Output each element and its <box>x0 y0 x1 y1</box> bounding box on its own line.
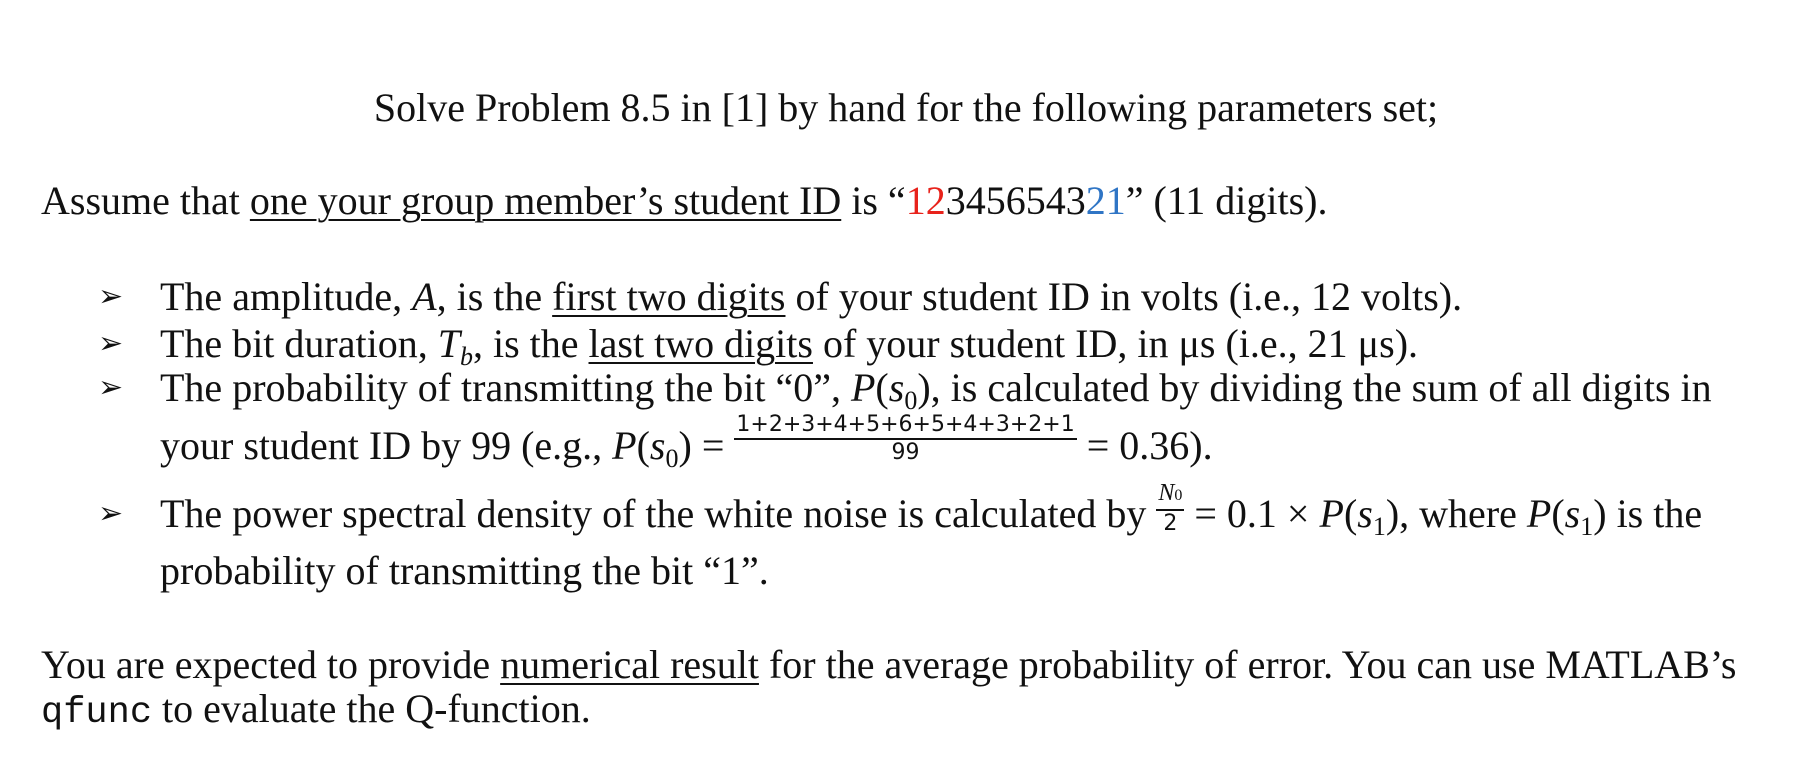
bullet-text: of your student ID in volts (i.e., 12 volts). <box>785 274 1463 319</box>
bullet-amplitude <box>160 275 1462 319</box>
closing-line-2 <box>41 687 591 735</box>
closing-text: to evaluate the Q-function. <box>152 686 591 731</box>
assume-prefix: Assume that <box>41 178 250 223</box>
bullet-text: your student ID by 99 (e.g., <box>160 423 613 468</box>
fraction-denominator: 99 <box>891 439 920 465</box>
noise-fraction <box>1156 480 1184 537</box>
paren: ) <box>678 423 692 468</box>
title-text: Solve Problem 8.5 in [1] by hand for the following parameters set; <box>373 85 1439 130</box>
closing-text: for the average probability of error. You can use MATLAB’s <box>758 642 1737 687</box>
bullet-text: probability of transmitting the bit “1”. <box>160 548 769 593</box>
digit-sum-fraction <box>734 412 1076 466</box>
var-P: P <box>1526 491 1552 536</box>
arrowhead-bullet-icon: ➢ <box>98 370 124 405</box>
bullet-text: of your student ID, in μs (i.e., 21 μs). <box>812 321 1419 366</box>
bullet-text: , is the <box>472 321 589 366</box>
bullet-text: is the <box>1606 491 1703 536</box>
paren: ) <box>917 365 931 410</box>
var-P: P <box>850 365 876 410</box>
var-P: P <box>612 423 637 468</box>
assumption-line <box>41 179 1328 223</box>
bullet-text: The bit duration, <box>160 321 438 366</box>
student-id-first-digits: 12 <box>905 178 946 223</box>
bullet-probability-zero-line2 <box>160 411 1213 481</box>
var-N: N <box>1158 480 1175 507</box>
student-id-last-digits: 21 <box>1085 178 1126 223</box>
var-P: P <box>1319 491 1344 536</box>
arrowhead-bullet-icon: ➢ <box>98 279 124 314</box>
bullet-noise-psd-line2 <box>160 549 769 593</box>
bullet-text: The amplitude, <box>160 274 413 319</box>
student-id-middle-digits: 3456543 <box>945 178 1086 223</box>
paren: ( <box>875 365 889 410</box>
code-qfunc: qfunc <box>41 692 153 734</box>
var-N-sub: 0 <box>1174 487 1183 505</box>
paren: ( <box>636 423 650 468</box>
fraction-numerator <box>1156 480 1184 511</box>
bullet-text: = 0.36). <box>1076 423 1213 468</box>
var-s-sub: 1 <box>1372 512 1386 541</box>
problem-title <box>0 86 1812 130</box>
bullet-text: = 0.1 × <box>1184 491 1320 536</box>
var-s: s <box>888 365 905 410</box>
underlined-numerical-result: numerical result <box>500 642 759 687</box>
closing-line-1 <box>41 643 1737 687</box>
var-s-sub: 0 <box>665 444 679 473</box>
underlined-last-two-digits: last two digits <box>588 321 813 366</box>
var-s-sub: 1 <box>1580 512 1594 541</box>
closing-text: You are expected to provide <box>41 642 501 687</box>
arrowhead-bullet-icon: ➢ <box>98 496 124 531</box>
assume-mid: is “ <box>841 178 906 223</box>
assume-suffix: ” (11 digits). <box>1125 178 1328 223</box>
assume-underlined: one your group member’s student ID <box>249 178 842 223</box>
bullet-text: The power spectral density of the white noise is calculated by <box>160 491 1157 536</box>
var-s-sub: 0 <box>904 386 918 415</box>
bullet-text: The probability of transmitting the bit “0”, <box>160 365 851 410</box>
arrowhead-bullet-icon: ➢ <box>98 326 124 361</box>
bullet-text: , is the <box>436 274 553 319</box>
underlined-first-two-digits: first two digits <box>552 274 786 319</box>
bullet-text: , where <box>1399 491 1527 536</box>
var-A: A <box>412 274 437 319</box>
bullet-text: , is calculated by dividing the sum of all digits in <box>930 365 1712 410</box>
bullet-noise-psd: The power spectral density of the white noise is calculated by $\frac{N0}{2}$ = $0.1 \times P(s_1)$, where $P(s_1)$ is the <box>160 480 1703 541</box>
var-T-sub: b <box>459 342 473 371</box>
var-s: s <box>1564 491 1581 536</box>
equals-sign: = <box>691 423 735 468</box>
fraction-denominator: 2 <box>1163 511 1178 537</box>
fraction-numerator: 1+2+3+4+5+6+5+4+3+2+1 <box>734 412 1076 440</box>
var-T: T <box>437 321 460 366</box>
var-s: s <box>649 423 666 468</box>
var-s: s <box>1357 491 1373 536</box>
